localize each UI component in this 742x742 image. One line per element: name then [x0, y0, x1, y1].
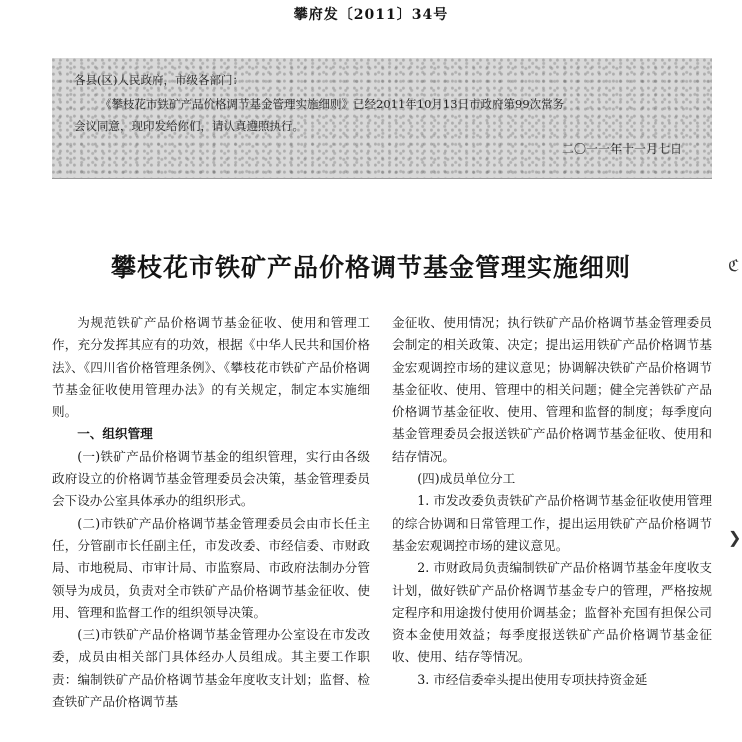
- margin-mark-icon: ❯: [728, 528, 742, 547]
- paragraph-continued: 金征收、使用情况；执行铁矿产品价格调节基金管理委员会制定的相关政策、决定；提出运用铁矿产品价格调节基金宏观调控市场的建议意见；协调解决铁矿产品价格调节基金征收、使用、管理中的相关问题；健全完善铁矿产品价格调节基金征收、使用、管理和监督的制度；每季度向基金管理委员会报送铁矿产品价格调节基金征收、使用和结存情况。: [392, 315, 712, 464]
- notice-body-line-2: 会议同意，现印发给你们，请认真遵照执行。: [74, 119, 304, 133]
- document-number: 攀府发〔2011〕34号: [293, 7, 449, 23]
- left-column: [52, 312, 370, 713]
- notice-body-line-1: 《攀枝花市铁矿产品价格调节基金管理实施细则》已经2011年10月13日市政府第99次常务: [100, 97, 565, 111]
- paragraph-point-2: 2. 市财政局负责编制铁矿产品价格调节基金年度收支计划，做好铁矿产品价格调节基金专户的管理，严格按规定程序和用途拨付使用价调基金；监督补充国有担保公司资本金使用效益；每季度报送铁矿产品价格调节基金征收、使用、结存等情况。: [392, 560, 712, 665]
- paragraph-point-1: 1. 市发改委负责铁矿产品价格调节基金征收使用管理的综合协调和日常管理工作，提出运用铁矿产品价格调节基金宏观调控市场的建议意见。: [392, 493, 712, 553]
- paragraph-item-2: (二)市铁矿产品价格调节基金管理委员会由市长任主任，分管副市长任副主任，市发改委、市经信委、市财政局、市地税局、市审计局、市监察局、市政府法制办分管领导为成员，负责对全市铁矿产品价格调节基金征收、使用、管理和监督工作的组织领导决策。: [52, 515, 370, 620]
- notice-addressee: 各县(区)人民政府，市级各部门：: [74, 73, 244, 87]
- notice-block: [52, 58, 712, 179]
- subsection-heading-division: (四)成员单位分工: [417, 471, 516, 487]
- margin-mark-icon: ℭ: [728, 256, 740, 275]
- notice-date: 二〇一一年十一月七日: [561, 142, 682, 156]
- section-heading-organization: 一、组织管理: [77, 426, 153, 442]
- page-title: 攀枝花市铁矿产品价格调节基金管理实施细则: [110, 253, 631, 282]
- paragraph-intro: 为规范铁矿产品价格调节基金征收、使用和管理工作，充分发挥其应有的功效，根据《中华人民共和国价格法》、《四川省价格管理条例》、《攀枝花市铁矿产品价格调节基金征收使用管理办法》的有关规定，制定本实施细则。: [52, 315, 370, 420]
- paragraph-item-3: (三)市铁矿产品价格调节基金管理办公室设在市发改委，成员由相关部门具体经办人员组成。其主要工作职责：编制铁矿产品价格调节基金年度收支计划；监督、检查铁矿产品价格调节基: [52, 627, 370, 710]
- paragraph-point-3: 3. 市经信委牵头提出使用专项扶持资金延: [417, 671, 648, 687]
- paragraph-item-1: (一)铁矿产品价格调节基金的组织管理，实行由各级政府设立的价格调节基金管理委员会决策，基金管理委员会下设办公室具体承办的组织形式。: [52, 448, 370, 509]
- right-column: [392, 312, 712, 691]
